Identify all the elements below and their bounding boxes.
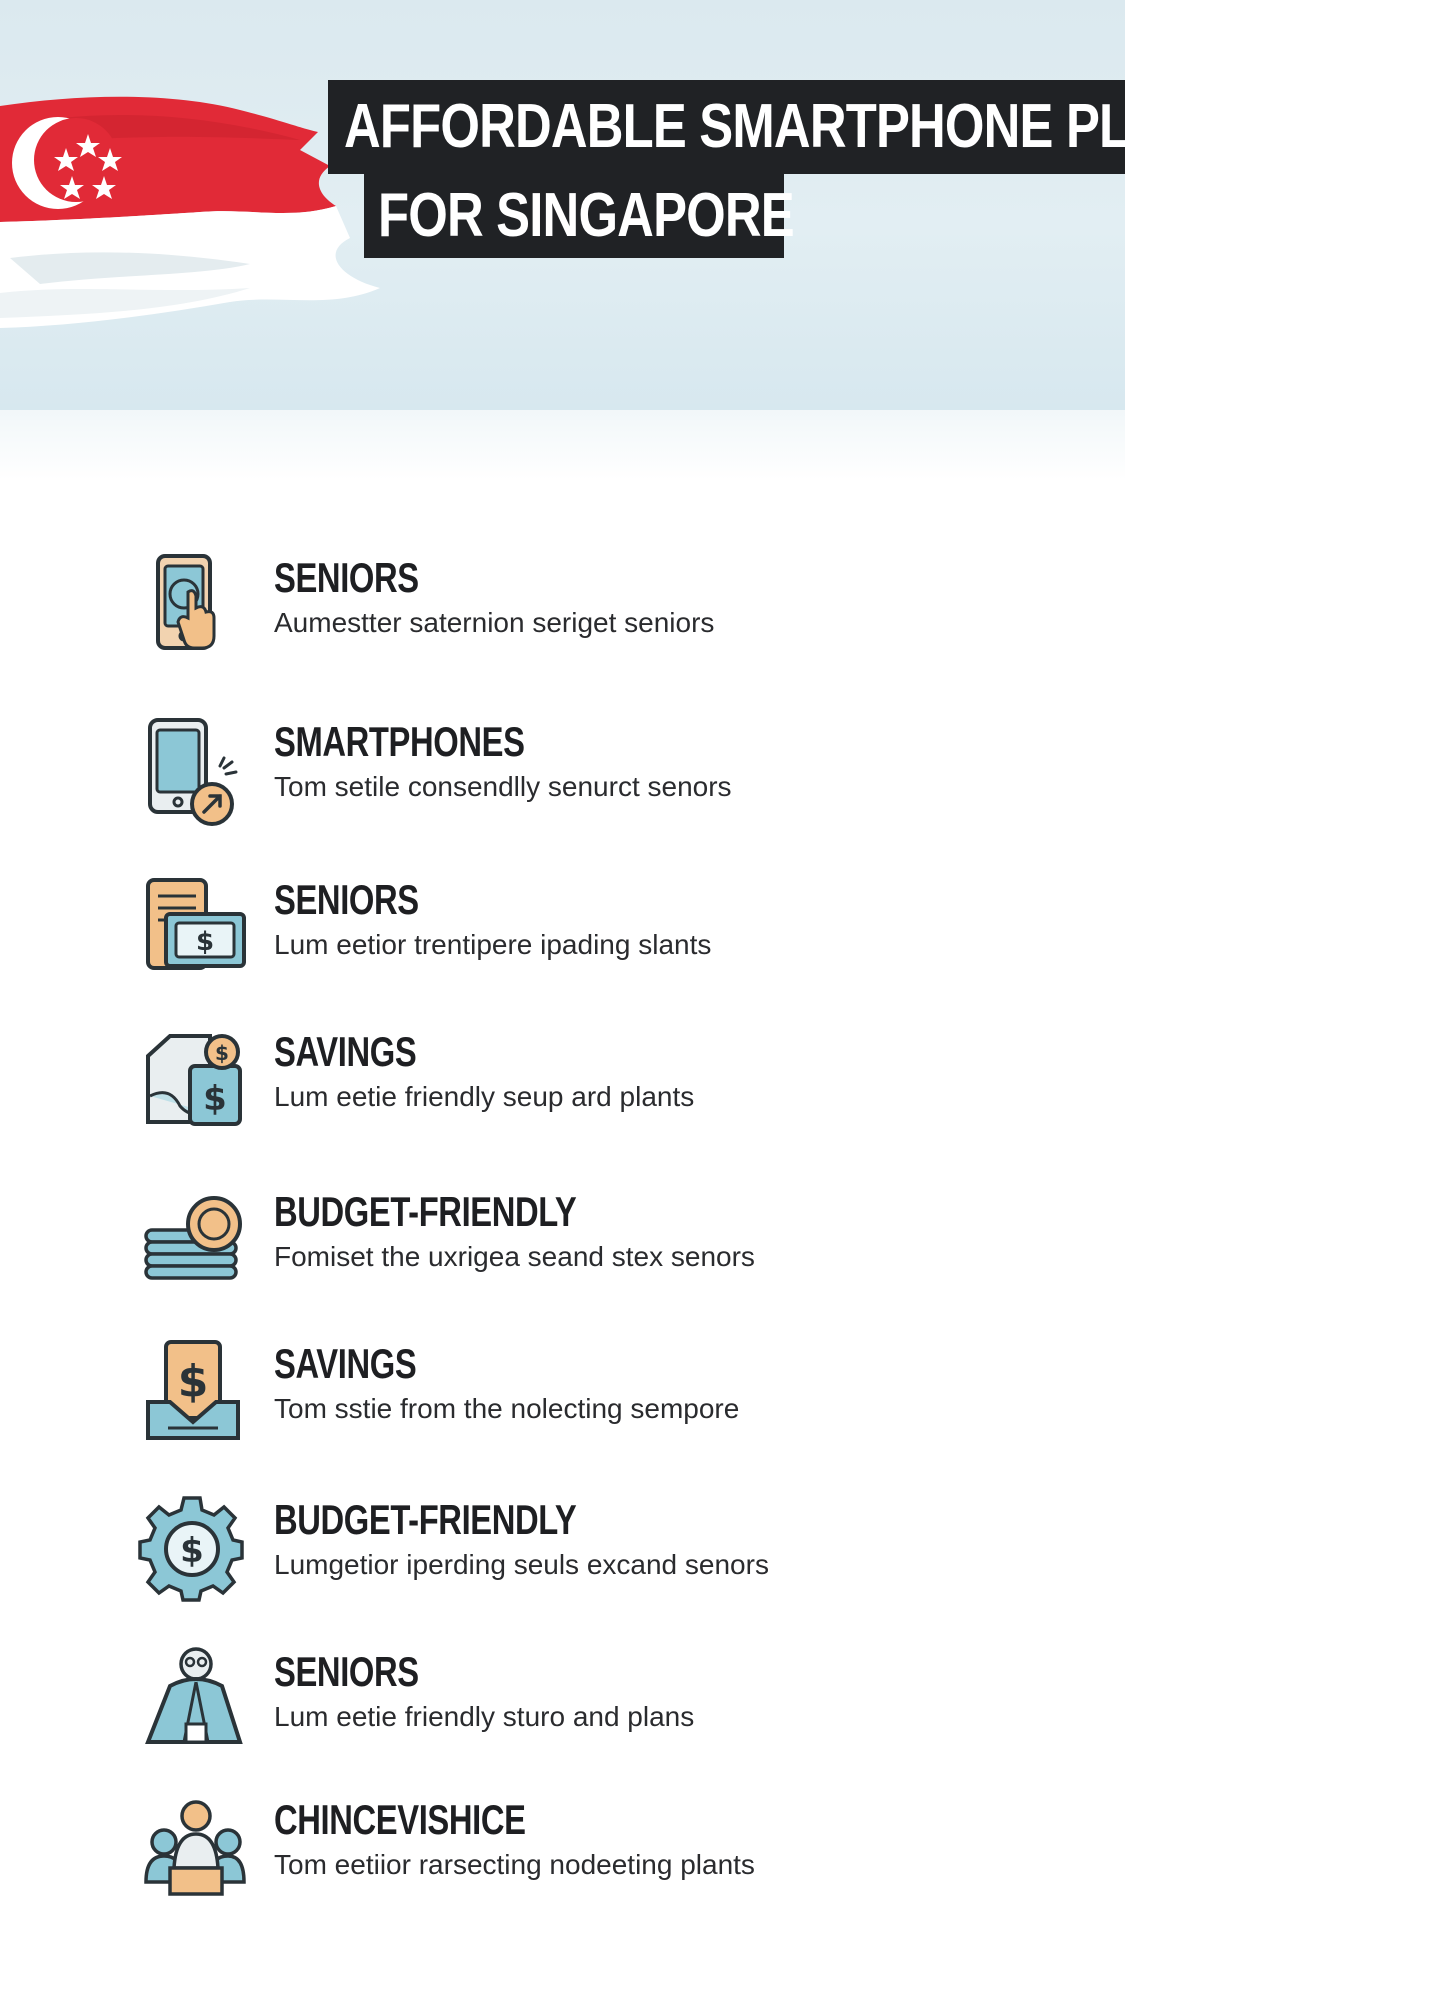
svg-text:$: $ (180, 1531, 204, 1571)
page-title-line-2: FOR SINGAPORE (364, 174, 784, 258)
document-coin-icon (140, 1026, 250, 1136)
list-item (140, 1642, 840, 1772)
feature-description: Tom eetiior rarsecting nodeeting plants (274, 1849, 755, 1880)
page-title-line-1: AFFORDABLE SMARTPHONE PLANS (328, 80, 1125, 174)
feature-heading: SAVINGS (274, 1340, 417, 1387)
list-item (140, 548, 840, 678)
bill-dollar-icon (140, 874, 250, 984)
list-item (140, 1022, 840, 1152)
feature-description: Fomiset the uxrigea seand stex senors (274, 1241, 755, 1272)
list-item (140, 1334, 840, 1464)
coin-stack-icon (140, 1186, 250, 1296)
feature-description: Aumestter saternion seriget seniors (274, 607, 715, 638)
people-group-icon (140, 1794, 250, 1904)
feature-heading: BUDGET-FRIENDLY (274, 1496, 577, 1543)
svg-text:$: $ (177, 1356, 209, 1407)
feature-heading: SENIORS (274, 876, 419, 923)
senior-person-icon (140, 1646, 250, 1756)
feature-description: Lum eetie friendly seup ard plants (274, 1081, 695, 1112)
feature-description: Tom sstie from the nolecting sempore (274, 1393, 740, 1424)
svg-text:$: $ (195, 927, 215, 957)
list-item (140, 1490, 840, 1620)
list-item (140, 712, 840, 842)
feature-description: Tom setile consendlly senurct senors (274, 771, 732, 802)
smartphone-arrow-icon (140, 716, 250, 826)
list-item (140, 1790, 840, 1920)
list-item (140, 1182, 840, 1312)
gear-dollar-icon (140, 1494, 250, 1604)
feature-description: Lum eetior trentipere ipading slants (274, 929, 712, 960)
feature-heading: SENIORS (274, 1648, 419, 1695)
feature-description: Lum eetie friendly sturo and plans (274, 1701, 695, 1732)
feature-heading: SAVINGS (274, 1028, 417, 1075)
feature-heading: BUDGET-FRIENDLY (274, 1188, 577, 1235)
feature-heading: SMARTPHONES (274, 718, 525, 765)
feature-heading: SENIORS (274, 554, 419, 601)
smartphone-touch-icon (140, 552, 250, 662)
phone-dollar-icon (140, 1338, 250, 1448)
list-item (140, 870, 840, 1000)
feature-heading: CHINCEVISHICE (274, 1796, 526, 1843)
svg-text:$: $ (215, 1041, 229, 1065)
svg-text:$: $ (203, 1079, 227, 1119)
feature-description: Lumgetior iperding seuls excand senors (274, 1549, 769, 1580)
